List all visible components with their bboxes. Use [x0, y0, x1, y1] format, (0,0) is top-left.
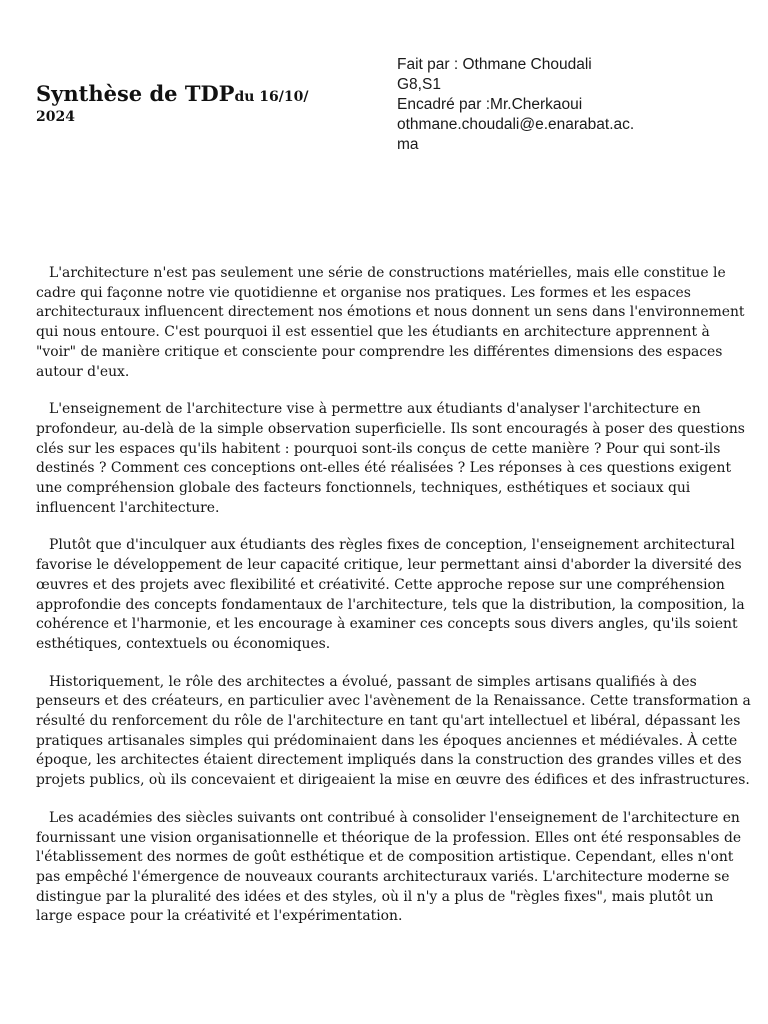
- author-info: [397, 55, 737, 155]
- author-group: G8,S1: [397, 76, 441, 93]
- title-block: [36, 82, 336, 125]
- paragraph-4: Historiquement, le rôle des architectes a évolué, passant de simples artisans qualifiés à des penseurs et des créateurs, en particulier avec l'avènement de la Renaissance. Cette transformation a résulté du renforcement du rôle de l'architecture en tant qu'art intellectuel et libéral, dépassant les pratiques artisanales simples qui prédominaient dans les époques anciennes et médiévales. À cette époque, les architectes étaient directement impliqués dans la construction des grandes villes et des projets publics, où ils concevaient et dirigeaient la mise en œuvre des édifices et des infrastructures.: [36, 673, 751, 789]
- paragraph-3: Plutôt que d'inculquer aux étudiants des règles fixes de conception, l'enseignement architectural favorise le développement de leur capacité critique, leur permettant ainsi d'aborder la diversité des œuvres et des projets avec flexibilité et créativité. Cette approche repose sur une compréhension approfondie des concepts fondamentaux de l'architecture, tels que la distribution, la composition, la cohérence et l'harmonie, et les encourage à examiner ces concepts sous divers angles, qu'ils soient esthétiques, contextuels ou économiques.: [36, 537, 745, 652]
- author-email-continued: ma: [397, 136, 419, 153]
- document-date: du 16/10/: [234, 89, 309, 105]
- document-year: 2024: [36, 109, 75, 125]
- author-email: othmane.choudali@e.enarabat.ac.: [397, 116, 635, 133]
- supervisor-name: Encadré par :Mr.Cherkaoui: [397, 96, 583, 113]
- author-name: Fait par : Othmane Choudali: [397, 56, 592, 73]
- paragraph-1: L'architecture n'est pas seulement une série de constructions matérielles, mais elle constitue le cadre qui façonne notre vie quotidienne et organise nos pratiques. Les formes et les espaces architecturaux influencent directement nos émotions et nous donnent un sens dans l'environnement qui nous entoure. C'est pourquoi il est essentiel que les étudiants en architecture apprennent à "voir" de manière critique et consciente pour comprendre les différentes dimensions des espaces autour d'eux.: [36, 265, 745, 380]
- document-title: Synthèse de TDP: [36, 81, 235, 106]
- body-text: [36, 264, 752, 945]
- paragraph-5: Les académies des siècles suivants ont contribué à consolider l'enseignement de l'architecture en fournissant une vision organisationnelle et théorique de la profession. Elles ont été responsables de l'établissement des normes de goût esthétique et de composition artistique. Cependant, elles n'ont pas empêché l'émergence de nouveaux courants architecturaux variés. L'architecture moderne se distingue par la pluralité des idées et des styles, où il n'y a plus de "règles fixes", mais plutôt un large espace pour la créativité et l'expérimentation.: [36, 809, 742, 925]
- paragraph-2: L'enseignement de l'architecture vise à permettre aux étudiants d'analyser l'architecture en profondeur, au-delà de la simple observation superficielle. Ils sont encouragés à poser des questions clés sur les espaces qu'ils habitent : pourquoi sont-ils conçus de cette manière ? Pour qui sont-ils destinés ? Comment ces conceptions ont-elles été réalisées ? Les réponses à ces questions exigent une compréhension globale des facteurs fonctionnels, techniques, esthétiques et sociaux qui influencent l'architecture.: [36, 401, 745, 516]
